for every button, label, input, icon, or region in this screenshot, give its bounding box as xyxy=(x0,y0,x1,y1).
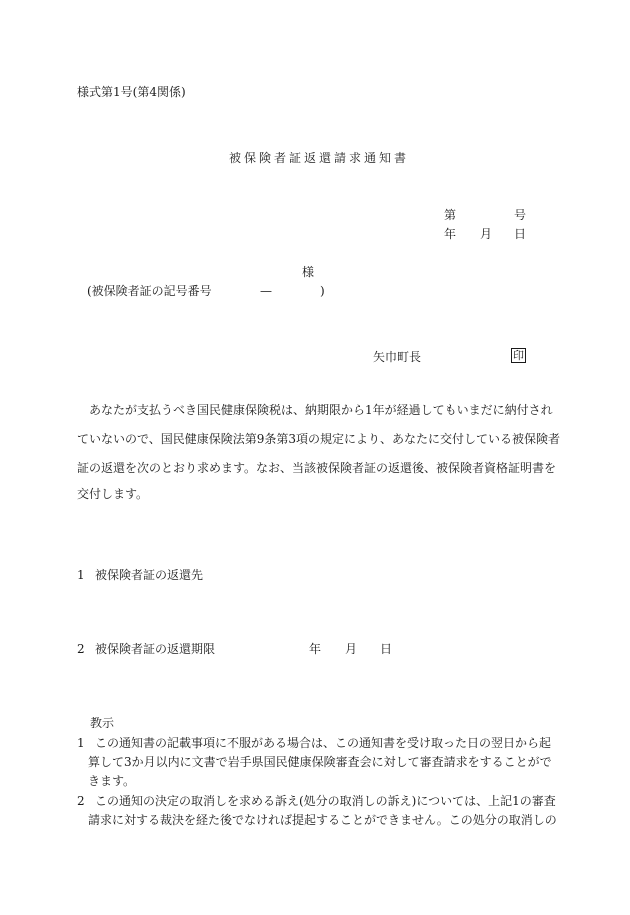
doc-number-suffix: 号 xyxy=(514,208,527,222)
notice-2-line-2: 請求に対する裁決を経た後でなければ提起することができません。この処分の取消しの xyxy=(88,813,557,827)
addressee-honorific: 様 xyxy=(302,265,315,279)
body-line-4: 交付します。 xyxy=(77,487,149,501)
sender-name: 矢巾町長 xyxy=(373,350,422,364)
body-line-3: 証の返還を次のとおり求めます。なお、当該被保険者証の返還後、被保険者資格証明書を xyxy=(77,461,557,475)
item-2-day: 日 xyxy=(380,642,393,656)
body-line-2: ていないので、国民健康保険法第9条第3項の規定により、あなたに交付している被保険者 xyxy=(77,432,561,446)
item-2-month: 月 xyxy=(345,642,358,656)
cert-number-open: (被保険者証の記号番号 xyxy=(87,284,212,298)
notice-1-number: 1 xyxy=(77,736,85,750)
notice-2-number: 2 xyxy=(77,794,85,808)
notice-1-line-3: きます。 xyxy=(88,774,136,788)
date-month: 月 xyxy=(480,227,493,241)
notice-heading: 教示 xyxy=(90,716,115,730)
item-2-year: 年 xyxy=(309,642,322,656)
seal-mark xyxy=(511,348,526,363)
seal-label: 印 xyxy=(513,349,524,362)
notice-2-line-1: この通知の決定の取消しを求める訴え(処分の取消しの訴え)については、上記1の審査 xyxy=(95,794,556,808)
item-2-label: 被保険者証の返還期限 xyxy=(95,642,216,656)
cert-number-close: ) xyxy=(320,284,325,298)
body-line-1: あなたが支払うべき国民健康保険税は、納期限から1年が経過してもいまだに納付され xyxy=(77,403,553,417)
notice-1-line-1: この通知書の記載事項に不服がある場合は、この通知書を受け取った日の翌日から起 xyxy=(95,736,552,750)
date-year: 年 xyxy=(444,227,457,241)
item-1-number: 1 xyxy=(77,568,85,582)
document-title: 被保険者証返還請求通知書 xyxy=(229,151,410,165)
item-2-number: 2 xyxy=(77,642,85,656)
date-day: 日 xyxy=(514,227,527,241)
item-1-label: 被保険者証の返還先 xyxy=(95,568,204,582)
doc-number-prefix: 第 xyxy=(444,208,457,222)
form-label: 様式第1号(第4関係) xyxy=(77,85,186,99)
cert-number-dash: — xyxy=(260,284,272,298)
notice-1-line-2: 算して3か月以内に文書で岩手県国民健康保険審査会に対して審査請求をすることがで xyxy=(88,755,552,769)
